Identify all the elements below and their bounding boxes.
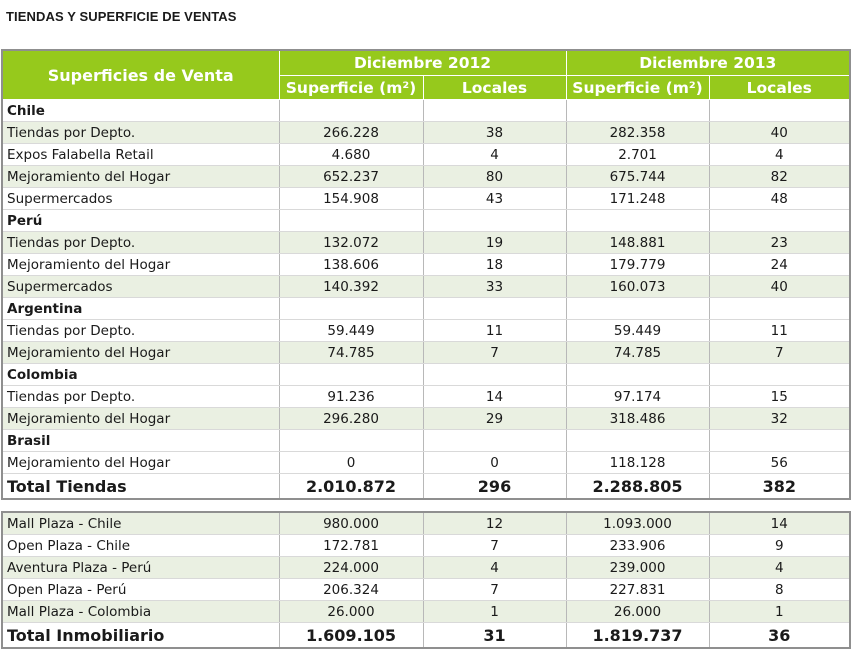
empty-cell	[423, 100, 566, 122]
table-row	[2, 579, 850, 601]
realestate-table	[1, 511, 851, 649]
empty-cell	[566, 364, 709, 386]
surface-2012-cell: 26.000	[279, 601, 423, 623]
stores-2013-cell: 82	[709, 166, 850, 188]
stores-2012-cell: 7	[423, 579, 566, 601]
empty-cell	[709, 210, 850, 232]
surface-2013-cell: 59.449	[566, 320, 709, 342]
surface-2013-cell: 282.358	[566, 122, 709, 144]
surface-2012-cell: 74.785	[279, 342, 423, 364]
stores-2012-cell: 43	[423, 188, 566, 210]
row-label: Tiendas por Depto.	[2, 232, 279, 254]
surface-2013-cell: 233.906	[566, 535, 709, 557]
row-label: Expos Falabella Retail	[2, 144, 279, 166]
surface-2012-header: Superficie (m²)	[279, 76, 423, 100]
row-label: Mall Plaza - Colombia	[2, 601, 279, 623]
table-row	[2, 512, 850, 535]
surface-2013-cell: 171.248	[566, 188, 709, 210]
surface-2012-cell: 132.072	[279, 232, 423, 254]
stores-table-body	[2, 100, 850, 500]
stores-2013-cell: 14	[709, 512, 850, 535]
stores-2013-cell: 382	[709, 474, 850, 500]
country-label: Argentina	[2, 298, 279, 320]
surface-2012-cell: 0	[279, 452, 423, 474]
empty-cell	[566, 430, 709, 452]
stores-2012-cell: 0	[423, 452, 566, 474]
surface-2012-cell: 1.609.105	[279, 623, 423, 649]
stores-2013-cell: 36	[709, 623, 850, 649]
stores-2012-cell: 80	[423, 166, 566, 188]
section-row	[2, 298, 850, 320]
stores-2013-cell: 1	[709, 601, 850, 623]
section-row	[2, 364, 850, 386]
stores-2013-cell: 9	[709, 535, 850, 557]
empty-cell	[423, 430, 566, 452]
table-row	[2, 254, 850, 276]
stores-table	[1, 49, 851, 500]
empty-cell	[279, 100, 423, 122]
country-label: Perú	[2, 210, 279, 232]
section-row	[2, 210, 850, 232]
table-row	[2, 557, 850, 579]
surface-2013-cell: 26.000	[566, 601, 709, 623]
surface-2013-cell: 74.785	[566, 342, 709, 364]
empty-cell	[423, 298, 566, 320]
table-row	[2, 276, 850, 298]
empty-cell	[709, 364, 850, 386]
stores-2013-cell: 23	[709, 232, 850, 254]
country-label: Colombia	[2, 364, 279, 386]
surface-2012-cell: 138.606	[279, 254, 423, 276]
table-row	[2, 408, 850, 430]
empty-cell	[566, 210, 709, 232]
empty-cell	[566, 298, 709, 320]
row-label: Mejoramiento del Hogar	[2, 254, 279, 276]
empty-cell	[423, 364, 566, 386]
table-row	[2, 122, 850, 144]
row-label: Mejoramiento del Hogar	[2, 342, 279, 364]
surface-2013-cell: 2.288.805	[566, 474, 709, 500]
empty-cell	[279, 430, 423, 452]
stores-2013-cell: 7	[709, 342, 850, 364]
period-2012-header: Diciembre 2012	[279, 50, 566, 76]
empty-cell	[279, 364, 423, 386]
row-label: Mejoramiento del Hogar	[2, 408, 279, 430]
section-row	[2, 100, 850, 122]
empty-cell	[709, 430, 850, 452]
table-row	[2, 601, 850, 623]
surface-2013-cell: 97.174	[566, 386, 709, 408]
country-label: Chile	[2, 100, 279, 122]
stores-2012-cell: 33	[423, 276, 566, 298]
row-label: Tiendas por Depto.	[2, 320, 279, 342]
stores-2013-cell: 40	[709, 276, 850, 298]
table-row	[2, 188, 850, 210]
surface-2012-cell: 206.324	[279, 579, 423, 601]
stores-2013-cell: 32	[709, 408, 850, 430]
table-row	[2, 386, 850, 408]
row-label: Tiendas por Depto.	[2, 386, 279, 408]
table-row	[2, 320, 850, 342]
surface-2013-cell: 1.819.737	[566, 623, 709, 649]
stores-2013-cell: 8	[709, 579, 850, 601]
row-label: Open Plaza - Chile	[2, 535, 279, 557]
stores-2013-cell: 48	[709, 188, 850, 210]
total-row	[2, 623, 850, 649]
stores-2012-cell: 296	[423, 474, 566, 500]
surface-2012-cell: 91.236	[279, 386, 423, 408]
surface-2012-cell: 172.781	[279, 535, 423, 557]
stores-2012-cell: 1	[423, 601, 566, 623]
stores-2012-cell: 11	[423, 320, 566, 342]
stores-2012-cell: 38	[423, 122, 566, 144]
empty-cell	[279, 210, 423, 232]
empty-cell	[709, 298, 850, 320]
table-row	[2, 144, 850, 166]
row-label: Mejoramiento del Hogar	[2, 166, 279, 188]
surface-2012-cell: 140.392	[279, 276, 423, 298]
surface-2013-cell: 318.486	[566, 408, 709, 430]
page-title: TIENDAS Y SUPERFICIE DE VENTAS	[6, 9, 237, 24]
section-row	[2, 430, 850, 452]
surface-2013-cell: 227.831	[566, 579, 709, 601]
surface-2012-cell: 652.237	[279, 166, 423, 188]
row-label: Mall Plaza - Chile	[2, 512, 279, 535]
surface-2013-cell: 148.881	[566, 232, 709, 254]
stores-2013-cell: 4	[709, 557, 850, 579]
stores-2013-cell: 40	[709, 122, 850, 144]
stores-2012-cell: 7	[423, 342, 566, 364]
surface-2012-cell: 4.680	[279, 144, 423, 166]
surface-2012-cell: 296.280	[279, 408, 423, 430]
table-row	[2, 535, 850, 557]
surface-2013-header: Superficie (m²)	[566, 76, 709, 100]
stores-2013-cell: 24	[709, 254, 850, 276]
empty-cell	[566, 100, 709, 122]
stores-2012-cell: 31	[423, 623, 566, 649]
table-row	[2, 342, 850, 364]
surface-2012-cell: 980.000	[279, 512, 423, 535]
stores-2012-cell: 12	[423, 512, 566, 535]
stores-2013-cell: 56	[709, 452, 850, 474]
row-label: Aventura Plaza - Perú	[2, 557, 279, 579]
surface-2013-cell: 118.128	[566, 452, 709, 474]
surface-2013-cell: 2.701	[566, 144, 709, 166]
stores-2012-cell: 19	[423, 232, 566, 254]
row-label: Total Inmobiliario	[2, 623, 279, 649]
table-row	[2, 232, 850, 254]
row-label: Supermercados	[2, 276, 279, 298]
stores-2012-header: Locales	[423, 76, 566, 100]
stores-2012-cell: 7	[423, 535, 566, 557]
total-row	[2, 474, 850, 500]
surface-2012-cell: 154.908	[279, 188, 423, 210]
table-header	[2, 50, 850, 100]
row-label-header: Superficies de Venta	[2, 50, 279, 100]
table-row	[2, 166, 850, 188]
stores-2012-cell: 4	[423, 557, 566, 579]
row-label: Mejoramiento del Hogar	[2, 452, 279, 474]
row-label: Tiendas por Depto.	[2, 122, 279, 144]
surface-2013-cell: 675.744	[566, 166, 709, 188]
country-label: Brasil	[2, 430, 279, 452]
surface-2013-cell: 239.000	[566, 557, 709, 579]
surface-2013-cell: 1.093.000	[566, 512, 709, 535]
stores-2012-cell: 14	[423, 386, 566, 408]
row-label: Open Plaza - Perú	[2, 579, 279, 601]
stores-2012-cell: 18	[423, 254, 566, 276]
surface-2013-cell: 179.779	[566, 254, 709, 276]
row-label: Total Tiendas	[2, 474, 279, 500]
empty-cell	[709, 100, 850, 122]
stores-2013-header: Locales	[709, 76, 850, 100]
stores-2013-cell: 4	[709, 144, 850, 166]
surface-2012-cell: 2.010.872	[279, 474, 423, 500]
empty-cell	[423, 210, 566, 232]
stores-2012-cell: 29	[423, 408, 566, 430]
table-row	[2, 452, 850, 474]
row-label: Supermercados	[2, 188, 279, 210]
surface-2013-cell: 160.073	[566, 276, 709, 298]
stores-2013-cell: 11	[709, 320, 850, 342]
stores-2012-cell: 4	[423, 144, 566, 166]
empty-cell	[279, 298, 423, 320]
surface-2012-cell: 59.449	[279, 320, 423, 342]
surface-2012-cell: 266.228	[279, 122, 423, 144]
stores-2013-cell: 15	[709, 386, 850, 408]
realestate-table-body	[2, 512, 850, 648]
surface-2012-cell: 224.000	[279, 557, 423, 579]
period-2013-header: Diciembre 2013	[566, 50, 850, 76]
